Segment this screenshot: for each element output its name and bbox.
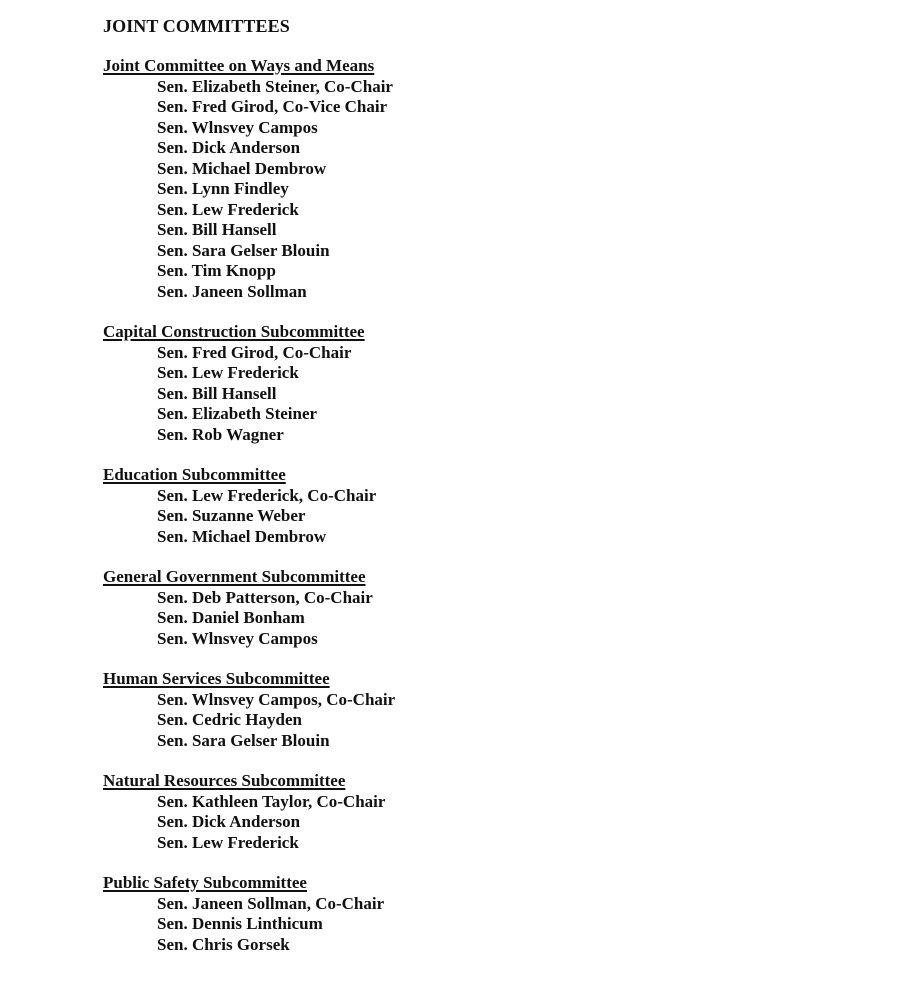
member-item: Sen. Michael Dembrow bbox=[157, 526, 327, 546]
page-title: JOINT COMMITTEES bbox=[103, 16, 290, 36]
member-item: Sen. Wlnsvey Campos, Co-Chair bbox=[157, 689, 396, 709]
committee-section bbox=[103, 322, 863, 445]
member-list bbox=[103, 486, 863, 548]
committee-heading: Human Services Subcommittee bbox=[103, 669, 330, 688]
committee-heading: Public Safety Subcommittee bbox=[103, 873, 307, 892]
member-item: Sen. Dick Anderson bbox=[157, 812, 301, 831]
member-item: Sen. Lew Frederick, Co-Chair bbox=[157, 485, 377, 505]
committee-section bbox=[103, 771, 863, 853]
member-item: Sen. Fred Girod, Co-Chair bbox=[157, 342, 352, 362]
member-item: Sen. Daniel Bonham bbox=[157, 608, 305, 627]
member-item: Sen. Sara Gelser Blouin bbox=[157, 730, 330, 750]
member-list bbox=[103, 792, 863, 854]
committee-heading: Capital Construction Subcommittee bbox=[103, 322, 365, 341]
committee-heading: Natural Resources Subcommittee bbox=[103, 771, 346, 790]
member-item: Sen. Bill Hansell bbox=[157, 220, 277, 239]
member-item: Sen. Bill Hansell bbox=[157, 383, 277, 403]
member-item: Sen. Dick Anderson bbox=[157, 138, 301, 157]
member-item: Sen. Deb Patterson, Co-Chair bbox=[157, 587, 373, 607]
committee-section bbox=[103, 669, 863, 751]
member-list bbox=[103, 343, 863, 446]
member-item: Sen. Cedric Hayden bbox=[157, 710, 302, 729]
member-item: Sen. Janeen Sollman bbox=[157, 281, 307, 301]
document-page bbox=[103, 15, 863, 975]
committee-section bbox=[103, 873, 863, 955]
member-item: Sen. Lew Frederick bbox=[157, 832, 299, 852]
member-item: Sen. Michael Dembrow bbox=[157, 158, 327, 178]
member-item: Sen. Rob Wagner bbox=[157, 424, 284, 444]
member-item: Sen. Wlnsvey Campos bbox=[157, 628, 318, 648]
committee-heading: Joint Committee on Ways and Means bbox=[103, 56, 375, 75]
member-item: Sen. Wlnsvey Campos bbox=[157, 117, 318, 137]
member-item: Sen. Elizabeth Steiner bbox=[157, 404, 318, 423]
member-list bbox=[103, 894, 863, 956]
member-item: Sen. Lynn Findley bbox=[157, 179, 289, 198]
member-item: Sen. Tim Knopp bbox=[157, 261, 276, 280]
member-item: Sen. Lew Frederick bbox=[157, 199, 299, 219]
member-item: Sen. Chris Gorsek bbox=[157, 934, 290, 954]
member-item: Sen. Kathleen Taylor, Co-Chair bbox=[157, 791, 386, 811]
member-item: Sen. Fred Girod, Co-Vice Chair bbox=[157, 97, 388, 116]
committee-section bbox=[103, 567, 863, 649]
committee-heading: General Government Subcommittee bbox=[103, 567, 366, 586]
member-item: Sen. Janeen Sollman, Co-Chair bbox=[157, 893, 385, 913]
member-item: Sen. Dennis Linthicum bbox=[157, 914, 323, 933]
committee-list bbox=[103, 56, 863, 955]
member-item: Sen. Elizabeth Steiner, Co-Chair bbox=[157, 76, 393, 96]
member-item: Sen. Lew Frederick bbox=[157, 363, 299, 382]
member-list bbox=[103, 588, 863, 650]
committee-section bbox=[103, 56, 863, 302]
member-item: Sen. Sara Gelser Blouin bbox=[157, 240, 330, 260]
member-item: Sen. Suzanne Weber bbox=[157, 506, 306, 525]
committee-heading: Education Subcommittee bbox=[103, 465, 286, 484]
member-list bbox=[103, 690, 863, 752]
committee-section bbox=[103, 465, 863, 547]
member-list bbox=[103, 77, 863, 303]
